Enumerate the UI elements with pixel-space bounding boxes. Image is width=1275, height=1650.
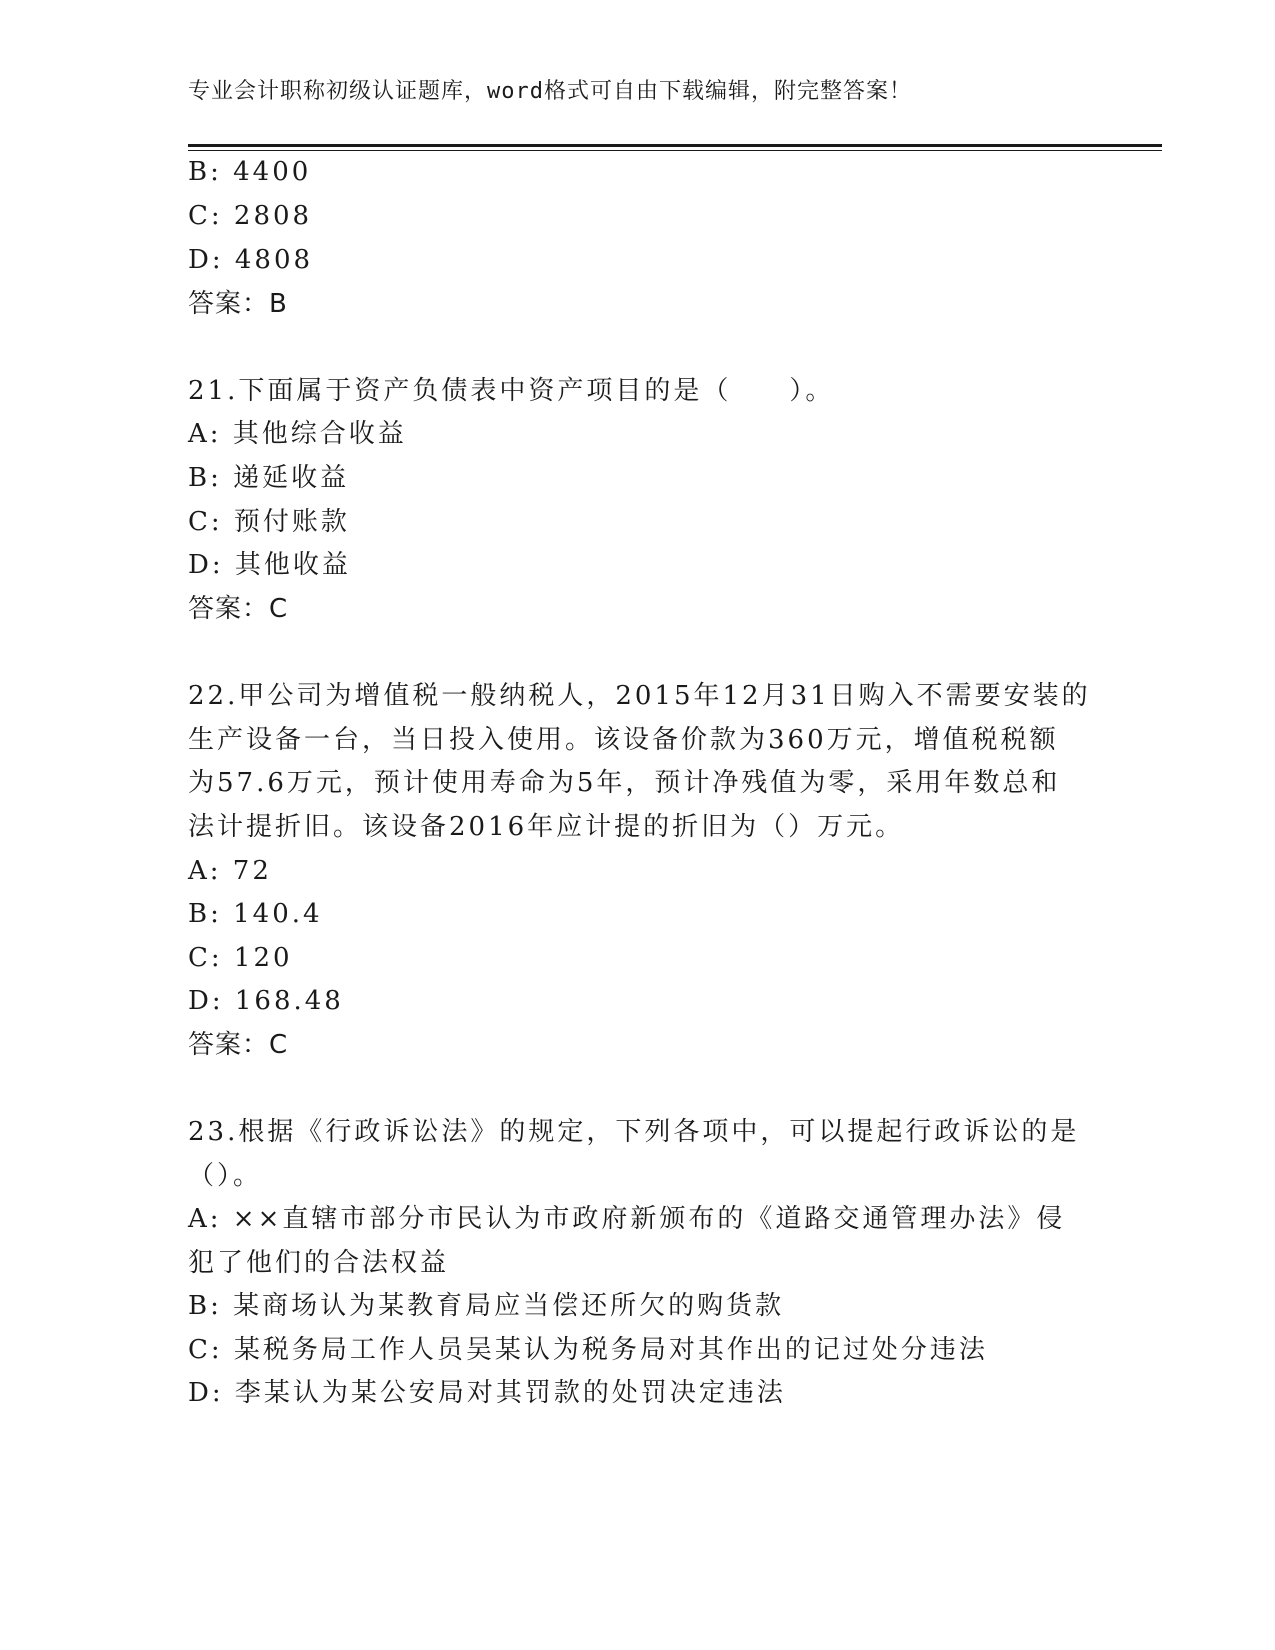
q20-option-c: C: 2808: [188, 201, 313, 231]
q23-question-line-1: 23.根据《行政诉讼法》的规定，下列各项中，可以提起行政诉讼的是: [188, 1117, 1080, 1147]
q20-option-d: D: 4808: [188, 245, 314, 275]
q21-option-a: A: 其他综合收益: [188, 419, 407, 449]
q21-question: 21.下面属于资产负债表中资产项目的是（ ）。: [188, 376, 835, 406]
header-divider-thick: [188, 144, 1162, 147]
q22-question-line-3: 为57.6万元，预计使用寿命为5年，预计净残值为零，采用年数总和: [188, 768, 1061, 798]
header-divider-thin: [188, 150, 1162, 151]
q22-answer: 答案：C: [188, 1030, 289, 1060]
q23-option-a-line-1: A: ××直辖市部分市民认为市政府新颁布的《道路交通管理办法》侵: [188, 1204, 1066, 1234]
q22-option-a: A: 72: [188, 856, 272, 886]
q22-question-line-2: 生产设备一台，当日投入使用。该设备价款为360万元，增值税税额: [188, 725, 1059, 755]
q22-question-line-4: 法计提折旧。该设备2016年应计提的折旧为（）万元。: [188, 812, 905, 842]
q21-option-b: B: 递延收益: [188, 463, 350, 493]
q23-option-d: D: 李某认为某公安局对其罚款的处罚决定违法: [188, 1378, 786, 1408]
q22-option-b: B: 140.4: [188, 899, 323, 929]
q22-option-c: C: 120: [188, 943, 293, 973]
q22-question-line-1: 22.甲公司为增值税一般纳税人，2015年12月31日购入不需要安装的: [188, 681, 1091, 711]
q23-option-a-line-2: 犯了他们的合法权益: [188, 1248, 450, 1278]
q23-question-line-2: （）。: [188, 1161, 263, 1191]
page-header: 专业会计职称初级认证题库，word格式可自由下载编辑，附完整答案！: [188, 79, 912, 104]
q22-option-d: D: 168.48: [188, 986, 344, 1016]
q23-option-c: C: 某税务局工作人员吴某认为税务局对其作出的记过处分违法: [188, 1335, 988, 1365]
q20-answer: 答案：B: [188, 289, 288, 319]
q20-option-b: B: 4400: [188, 157, 312, 187]
q23-option-b: B: 某商场认为某教育局应当偿还所欠的购货款: [188, 1291, 785, 1321]
q21-option-c: C: 预付账款: [188, 507, 350, 537]
q21-answer: 答案：C: [188, 594, 289, 624]
q21-option-d: D: 其他收益: [188, 550, 351, 580]
